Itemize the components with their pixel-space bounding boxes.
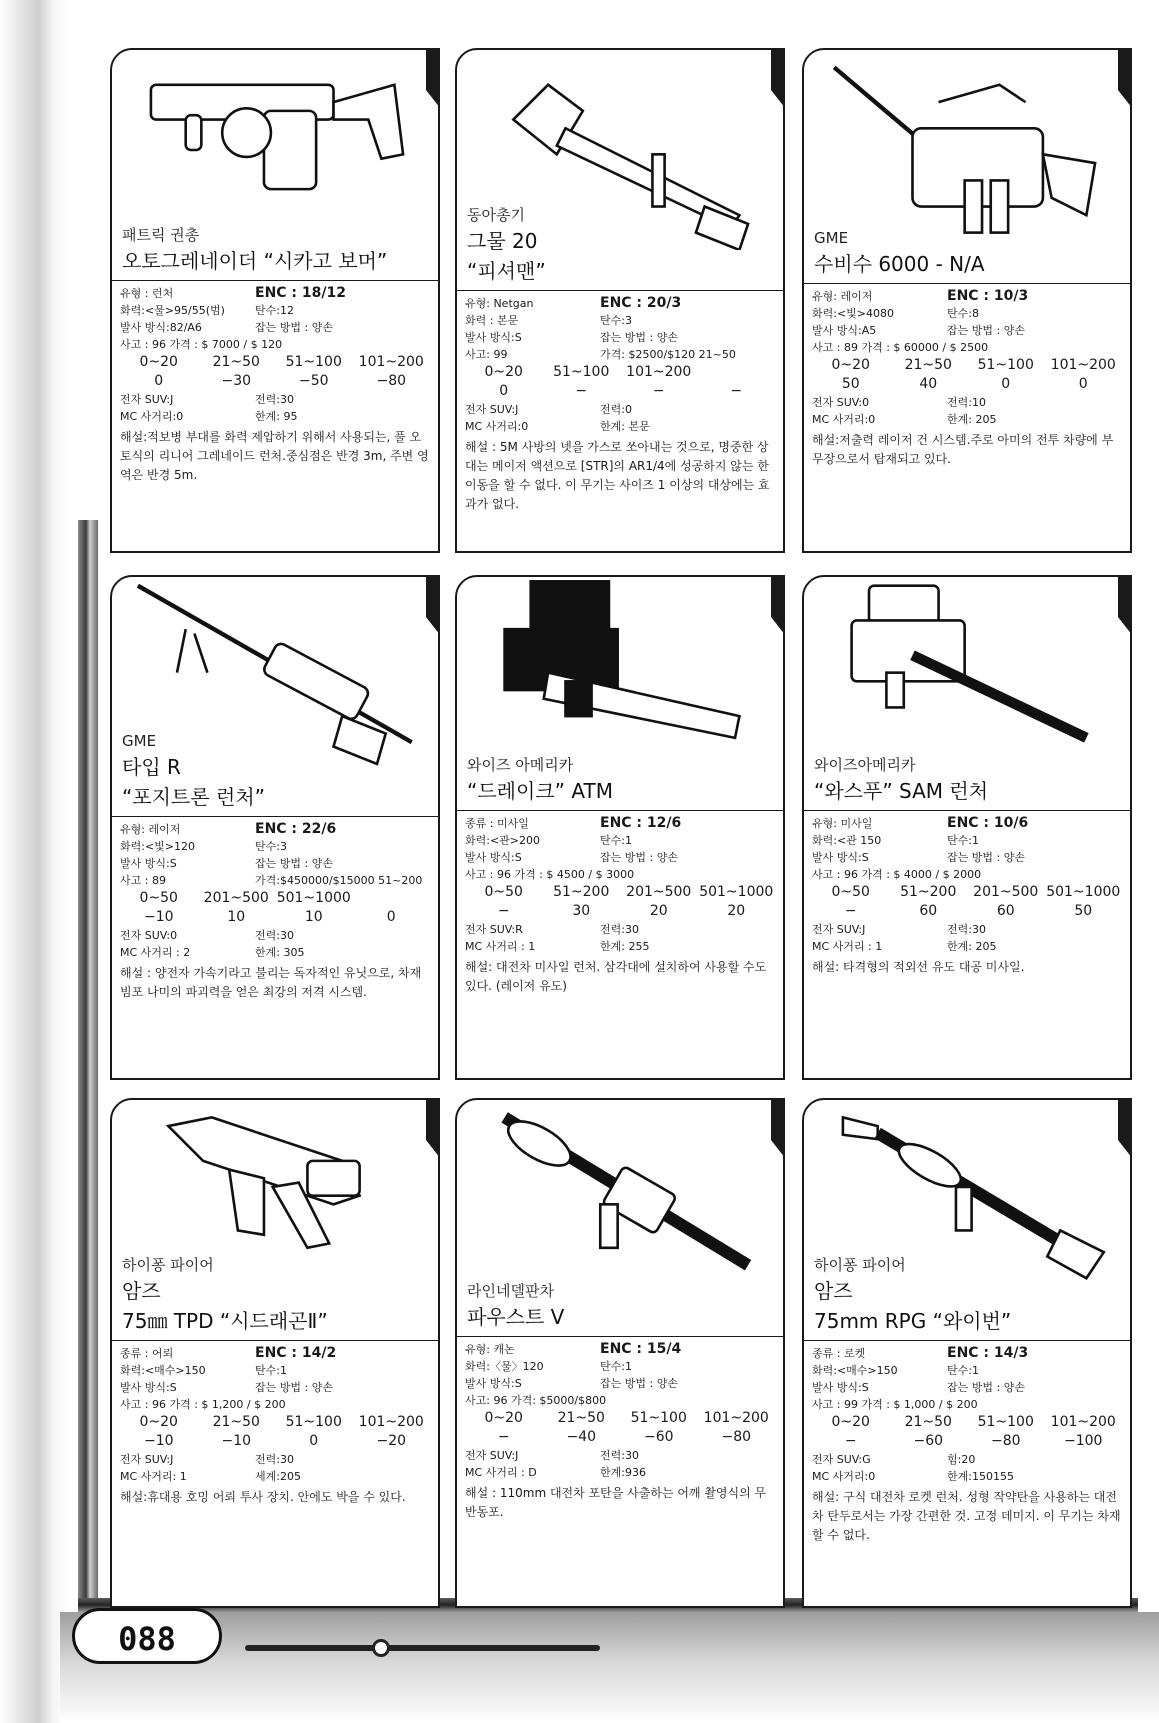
range-header: 51~200 bbox=[553, 884, 610, 900]
range-value: 0 bbox=[154, 373, 164, 389]
range-values bbox=[812, 902, 1122, 921]
range-header: 51~100 bbox=[285, 354, 342, 370]
power-draw: 전력:30 bbox=[255, 393, 294, 406]
range-header: 101~200 bbox=[358, 1414, 424, 1430]
weapon-stats bbox=[457, 290, 783, 514]
fire-mode: 발사 방식:A5 bbox=[812, 324, 877, 337]
power-draw: 전력:30 bbox=[600, 923, 639, 936]
fire-mode: 발사 방식:S bbox=[120, 1381, 177, 1394]
weapon-maker: 와이즈 아메리카 bbox=[467, 756, 574, 774]
mc-range: MC 사거리: 1 bbox=[120, 1470, 187, 1483]
weapon-stats bbox=[112, 816, 438, 1002]
range-header: 101~200 bbox=[1050, 1414, 1116, 1430]
range-header: 51~100 bbox=[553, 364, 610, 380]
range-header: 51~100 bbox=[285, 1414, 342, 1430]
range-value: −60 bbox=[913, 1433, 944, 1449]
fire-mode: 발사 방식:S bbox=[465, 1377, 522, 1390]
suv: 전자 SUV:J bbox=[465, 1449, 519, 1462]
weapon-name: 타입 R bbox=[122, 755, 181, 779]
bottom-shading bbox=[60, 1612, 1159, 1723]
range-header: 51~100 bbox=[977, 1414, 1034, 1430]
price: 가격:$450000/$15000 51~200 bbox=[255, 874, 423, 887]
range-value: 30 bbox=[572, 903, 591, 919]
range-headers bbox=[812, 356, 1122, 375]
weapon-card bbox=[455, 1098, 785, 1608]
firepower: 화력:<빛>120 bbox=[120, 840, 196, 853]
weapon-stats bbox=[804, 1340, 1130, 1545]
suv: 전자 SUV:G bbox=[812, 1453, 871, 1466]
weapon-name: 파우스트 V bbox=[467, 1305, 565, 1329]
weapon-description: 해설 : 양전자 가속기라고 불리는 독자적인 유닛으로, 차재 빔포 나미의 파괴력을 얻은 최강의 저격 시스템. bbox=[120, 966, 422, 999]
range-value: −100 bbox=[1064, 1433, 1103, 1449]
limit: 한계: 255 bbox=[600, 940, 650, 953]
enc-value: ENC : 14/2 bbox=[255, 1345, 337, 1361]
weapon-stats bbox=[804, 810, 1130, 977]
range-header: 501~1000 bbox=[1046, 884, 1121, 900]
range-value: −80 bbox=[990, 1433, 1021, 1449]
range-header: 21~50 bbox=[557, 1410, 605, 1426]
grip: 잡는 방법 : 양손 bbox=[600, 1377, 678, 1390]
range-value: −60 bbox=[643, 1429, 674, 1445]
suv: 전자 SUV:0 bbox=[120, 929, 178, 942]
range-headers bbox=[120, 889, 430, 908]
range-value: 0 bbox=[1078, 376, 1088, 392]
accuracy-price: 사고: 96 가격: $5000/$800 bbox=[465, 1394, 607, 1407]
power-draw: 전력:30 bbox=[600, 1449, 639, 1462]
weapon-description: 해설: 타격형의 적외선 유도 대공 미사일. bbox=[812, 960, 1025, 974]
enc-value: ENC : 20/3 bbox=[600, 295, 682, 311]
range-value: − bbox=[844, 1433, 857, 1449]
weapon-illustration bbox=[112, 50, 440, 250]
weapon-type: 유형 : 런처 bbox=[120, 287, 174, 300]
suv: 전자 SUV:J bbox=[812, 923, 866, 936]
mc-range: MC 사거리 : 1 bbox=[465, 940, 536, 953]
range-headers bbox=[465, 1409, 775, 1428]
weapon-name: 암즈 bbox=[122, 1279, 161, 1303]
weapon-stats bbox=[457, 1336, 783, 1522]
page-edge-shading bbox=[0, 0, 70, 1723]
range-header: 0~20 bbox=[139, 1414, 178, 1430]
limit: 한계: 205 bbox=[947, 940, 997, 953]
range-header: 51~100 bbox=[630, 1410, 687, 1426]
range-headers bbox=[465, 363, 775, 382]
range-header: 51~100 bbox=[977, 357, 1034, 373]
range-value: 50 bbox=[841, 376, 860, 392]
fire-mode: 발사 방식:S bbox=[465, 851, 522, 864]
range-header: 21~50 bbox=[212, 354, 260, 370]
range-value: 20 bbox=[649, 903, 668, 919]
enc-value: ENC : 18/12 bbox=[255, 285, 346, 301]
suv: 전자 SUV:0 bbox=[812, 396, 870, 409]
page-number: 088 bbox=[72, 1608, 222, 1664]
range-values bbox=[465, 382, 775, 401]
weapon-type: 종류 : 미사일 bbox=[465, 817, 529, 830]
accuracy: 사고 : 89 bbox=[120, 874, 166, 887]
range-value: 10 bbox=[227, 909, 246, 925]
weapon-name: 수비수 6000 - N/A bbox=[814, 252, 985, 276]
weapon-maker: 라인네델판차 bbox=[467, 1282, 554, 1300]
range-value: 0 bbox=[499, 383, 509, 399]
range-header: 21~50 bbox=[212, 1414, 260, 1430]
weapon-type: 유형: 캐논 bbox=[465, 1343, 515, 1356]
range-values bbox=[465, 1428, 775, 1447]
enc-value: ENC : 14/3 bbox=[947, 1345, 1029, 1361]
grip: 잡는 방법 : 양손 bbox=[947, 324, 1025, 337]
power-draw: 전력:0 bbox=[600, 403, 632, 416]
weapon-card bbox=[802, 575, 1132, 1080]
grip: 잡는 방법 : 양손 bbox=[600, 851, 678, 864]
mc-range: MC 사거리:0 bbox=[120, 410, 184, 423]
weapon-card bbox=[110, 48, 440, 553]
suv: 전자 SUV:J bbox=[465, 403, 519, 416]
weapon-card bbox=[455, 575, 785, 1080]
weapon-maker: 와이즈아메리카 bbox=[814, 756, 916, 774]
range-value: −80 bbox=[376, 373, 407, 389]
limit: 세계:205 bbox=[255, 1470, 301, 1483]
weapon-name: 그물 20 bbox=[467, 229, 538, 253]
grip: 잡는 방법 : 양손 bbox=[947, 1381, 1025, 1394]
weapon-type: 유형: 레이저 bbox=[120, 823, 181, 836]
range-value: − bbox=[730, 383, 743, 399]
weapon-illustration bbox=[457, 1100, 785, 1300]
accuracy-price: 사고 : 96 가격 : $ 4000 / $ 2000 bbox=[812, 868, 982, 881]
accuracy-price: 사고 : 96 가격 : $ 7000 / $ 120 bbox=[120, 338, 283, 351]
range-value: −20 bbox=[376, 1433, 407, 1449]
enc-value: ENC : 10/6 bbox=[947, 815, 1029, 831]
range-value: −10 bbox=[143, 1433, 174, 1449]
power-draw: 전력:10 bbox=[947, 396, 986, 409]
ammo: 탄수:3 bbox=[600, 314, 632, 327]
range-header: 0~50 bbox=[139, 890, 178, 906]
firepower: 화력:<매수>150 bbox=[812, 1364, 898, 1377]
weapon-description: 해설:적보병 부대를 화력 제압하기 위해서 사용되는, 풀 오토식의 리니어 그레네이드 런처.중심점은 반경 3m, 주변 영역은 반경 5m. bbox=[120, 430, 429, 482]
range-value: −40 bbox=[566, 1429, 597, 1445]
weapon-card bbox=[110, 575, 440, 1080]
range-header: 0~50 bbox=[484, 884, 523, 900]
range-values bbox=[120, 908, 430, 927]
mc-range: MC 사거리:0 bbox=[465, 420, 529, 433]
range-value: 60 bbox=[919, 903, 938, 919]
range-headers bbox=[812, 1413, 1122, 1432]
left-frame-rail bbox=[78, 520, 98, 1610]
suv: 전자 SUV:R bbox=[465, 923, 523, 936]
range-header: 201~500 bbox=[203, 890, 269, 906]
weapon-name: “포지트론 런처” bbox=[122, 785, 265, 809]
weapon-illustration bbox=[804, 50, 1132, 250]
range-value: 50 bbox=[1074, 903, 1093, 919]
ammo: 탄수:1 bbox=[255, 1364, 287, 1377]
weapon-illustration bbox=[804, 577, 1132, 777]
range-values bbox=[812, 1432, 1122, 1451]
weapon-maker: GME bbox=[814, 229, 849, 247]
firepower: 화력 : 본문 bbox=[465, 314, 519, 327]
range-headers bbox=[120, 353, 430, 372]
power-draw: 전력:30 bbox=[255, 929, 294, 942]
range-header: 501~1000 bbox=[699, 884, 774, 900]
fire-mode: 발사 방식:S bbox=[812, 1381, 869, 1394]
ammo: 탄수:12 bbox=[255, 304, 294, 317]
fire-mode: 발사 방식:S bbox=[465, 331, 522, 344]
fire-mode: 발사 방식:S bbox=[120, 857, 177, 870]
weapon-description: 해설:휴대용 호밍 어뢰 투사 장치. 안에도 박을 수 있다. bbox=[120, 1490, 406, 1504]
range-values bbox=[812, 375, 1122, 394]
mc-range: MC 사거리 : 2 bbox=[120, 946, 191, 959]
suv: 전자 SUV:J bbox=[120, 393, 174, 406]
weapon-name: “드레이크” ATM bbox=[467, 779, 613, 803]
range-header: 101~200 bbox=[626, 364, 692, 380]
range-header: 0~20 bbox=[484, 1410, 523, 1426]
range-headers bbox=[465, 883, 775, 902]
weapon-name: 75㎜ TPD “시드래곤Ⅱ” bbox=[122, 1309, 328, 1333]
accuracy-price: 사고 : 89 가격 : $ 60000 / $ 2500 bbox=[812, 341, 989, 354]
grip: 잡는 방법 : 양손 bbox=[255, 1381, 333, 1394]
firepower: 화력:<관 150 bbox=[812, 834, 882, 847]
range-header: 0~20 bbox=[831, 357, 870, 373]
suv: 전자 SUV:J bbox=[120, 1453, 174, 1466]
grip: 잡는 방법 : 양손 bbox=[255, 321, 333, 334]
range-header: 51~200 bbox=[900, 884, 957, 900]
range-header bbox=[698, 363, 776, 382]
range-headers bbox=[120, 1413, 430, 1432]
weapon-stats bbox=[112, 280, 438, 485]
range-value: 0 bbox=[309, 1433, 319, 1449]
range-header: 0~20 bbox=[484, 364, 523, 380]
accuracy-price: 사고 : 99 가격 : $ 1,000 / $ 200 bbox=[812, 1398, 978, 1411]
ammo: 탄수:3 bbox=[255, 840, 287, 853]
weapon-stats bbox=[112, 1340, 438, 1507]
weapon-maker: 패트릭 권총 bbox=[122, 226, 200, 244]
range-header: 101~200 bbox=[1050, 357, 1116, 373]
range-header: 21~50 bbox=[904, 1414, 952, 1430]
ammo: 탄수:8 bbox=[947, 307, 979, 320]
range-value: −50 bbox=[298, 373, 329, 389]
enc-value: ENC : 10/3 bbox=[947, 288, 1029, 304]
ammo: 탄수:1 bbox=[600, 1360, 632, 1373]
firepower: 화력:<매수>150 bbox=[120, 1364, 206, 1377]
range-value: 20 bbox=[727, 903, 746, 919]
range-headers bbox=[812, 883, 1122, 902]
range-header: 201~500 bbox=[626, 884, 692, 900]
weapon-illustration bbox=[457, 577, 785, 777]
firepower: 화력:<관>200 bbox=[465, 834, 541, 847]
mc-range: MC 사거리 : 1 bbox=[812, 940, 883, 953]
limit: 한계:936 bbox=[600, 1466, 646, 1479]
range-values bbox=[120, 1432, 430, 1451]
range-header: 0~20 bbox=[139, 354, 178, 370]
range-header: 501~1000 bbox=[276, 890, 351, 906]
mc-range: MC 사거리 : D bbox=[465, 1466, 537, 1479]
weapon-stats bbox=[457, 810, 783, 996]
weapon-maker: 하이퐁 파이어 bbox=[122, 1256, 214, 1274]
limit: 한계: 95 bbox=[255, 410, 298, 423]
range-header: 101~200 bbox=[358, 354, 424, 370]
weapon-name: 75mm RPG “와이번” bbox=[814, 1309, 1012, 1333]
power-draw: 전력:30 bbox=[255, 1453, 294, 1466]
weapon-name: 암즈 bbox=[814, 1279, 853, 1303]
range-header: 101~200 bbox=[703, 1410, 769, 1426]
ammo: 탄수:1 bbox=[947, 1364, 979, 1377]
weapon-name: “피셔맨” bbox=[467, 259, 546, 283]
enc-value: ENC : 22/6 bbox=[255, 821, 337, 837]
range-value: −80 bbox=[721, 1429, 752, 1445]
range-value: − bbox=[497, 903, 510, 919]
range-value: 60 bbox=[996, 903, 1015, 919]
limit: 한계:150155 bbox=[947, 1470, 1014, 1483]
range-value: −10 bbox=[221, 1433, 252, 1449]
grip: 잡는 방법 : 양손 bbox=[600, 331, 678, 344]
weapon-type: 종류 : 로켓 bbox=[812, 1347, 866, 1360]
range-header bbox=[353, 889, 431, 908]
weapon-card bbox=[802, 1098, 1132, 1608]
range-value: 0 bbox=[1001, 376, 1011, 392]
limit: 한계: 305 bbox=[255, 946, 305, 959]
range-value: − bbox=[497, 1429, 510, 1445]
weapon-stats bbox=[804, 283, 1130, 469]
range-values bbox=[120, 372, 430, 391]
grip: 잡는 방법 : 양손 bbox=[947, 851, 1025, 864]
range-value: − bbox=[652, 383, 665, 399]
weapon-maker: 하이퐁 파이어 bbox=[814, 1256, 906, 1274]
range-value: −30 bbox=[221, 373, 252, 389]
weapon-type: 유형: Netgan bbox=[465, 297, 534, 310]
range-value: 10 bbox=[304, 909, 323, 925]
enc-value: ENC : 15/4 bbox=[600, 1341, 682, 1357]
weapon-maker: GME bbox=[122, 732, 157, 750]
footer-deco-dot bbox=[372, 1639, 390, 1657]
weapon-description: 해설: 구식 대전차 로켓 런처. 성형 작약탄을 사용하는 대전차 탄두로서는 가장 간편한 것. 고정 데미지. 이 무기는 차재할 수 없다. bbox=[812, 1490, 1121, 1542]
range-header: 0~20 bbox=[831, 1414, 870, 1430]
accuracy-price: 사고 : 96 가격 : $ 4500 / $ 3000 bbox=[465, 868, 635, 881]
accuracy-price: 사고 : 96 가격 : $ 1,200 / $ 200 bbox=[120, 1398, 286, 1411]
weapon-card bbox=[455, 48, 785, 553]
limit: 한계: 205 bbox=[947, 413, 997, 426]
range-values bbox=[465, 902, 775, 921]
range-header: 0~50 bbox=[831, 884, 870, 900]
mc-range: MC 사거리:0 bbox=[812, 413, 876, 426]
enc-value: ENC : 12/6 bbox=[600, 815, 682, 831]
ammo: 탄수:1 bbox=[947, 834, 979, 847]
weapon-card bbox=[110, 1098, 440, 1608]
mc-range: MC 사거리:0 bbox=[812, 1470, 876, 1483]
weapon-name: “와스푸” SAM 런처 bbox=[814, 779, 989, 803]
firepower: 화력:<물>95/55(범) bbox=[120, 304, 225, 317]
weapon-description: 해설: 대전차 미사일 런처. 삼각대에 설치하여 사용할 수도 있다. (레이저 유도) bbox=[465, 960, 767, 993]
range-value: 40 bbox=[919, 376, 938, 392]
weapon-type: 종류 : 어뢰 bbox=[120, 1347, 174, 1360]
weapon-type: 유형: 미사일 bbox=[812, 817, 873, 830]
firepower: 화력:〈물〉120 bbox=[465, 1360, 544, 1373]
power-draw: 전력:30 bbox=[947, 923, 986, 936]
range-value: 0 bbox=[386, 909, 396, 925]
weapon-card bbox=[802, 48, 1132, 553]
weapon-description: 해설 : 110mm 대전차 포탄을 사출하는 어깨 촬영식의 무반동포. bbox=[465, 1486, 767, 1519]
firepower: 화력:<빛>4080 bbox=[812, 307, 895, 320]
weapon-maker: 동아총기 bbox=[467, 206, 525, 224]
weapon-description: 해설:저출력 레이저 건 시스템.주로 아미의 전투 차량에 부무장으로서 탑재되고 있다. bbox=[812, 433, 1114, 466]
limit: 한계: 본문 bbox=[600, 420, 650, 433]
fire-mode: 발사 방식:S bbox=[812, 851, 869, 864]
grip: 잡는 방법 : 양손 bbox=[255, 857, 333, 870]
power-draw: 힘:20 bbox=[947, 1453, 976, 1466]
range-value: −10 bbox=[143, 909, 174, 925]
weapon-type: 유형: 레이저 bbox=[812, 290, 873, 303]
price: 가격: $2500/$120 21~50 bbox=[600, 348, 736, 361]
weapon-name: 오토그레네이더 “시카고 보머” bbox=[122, 249, 388, 273]
footer-deco-line-right bbox=[405, 1645, 600, 1651]
range-value: − bbox=[575, 383, 588, 399]
weapon-description: 해설 : 5M 사방의 넷을 가스로 쏘아내는 것으로, 명중한 상대는 메이저 액션으로 [STR]의 AR1/4에 성공하지 않는 한 이동을 할 수 없다. 이 무기는 사이즈 1 이상의 대상에는 효과가 없다. bbox=[465, 440, 770, 511]
range-value: − bbox=[844, 903, 857, 919]
fire-mode: 발사 방식:82/A6 bbox=[120, 321, 202, 334]
ammo: 탄수:1 bbox=[600, 834, 632, 847]
range-header: 201~500 bbox=[973, 884, 1039, 900]
range-header: 21~50 bbox=[904, 357, 952, 373]
accuracy: 사고: 99 bbox=[465, 348, 508, 361]
